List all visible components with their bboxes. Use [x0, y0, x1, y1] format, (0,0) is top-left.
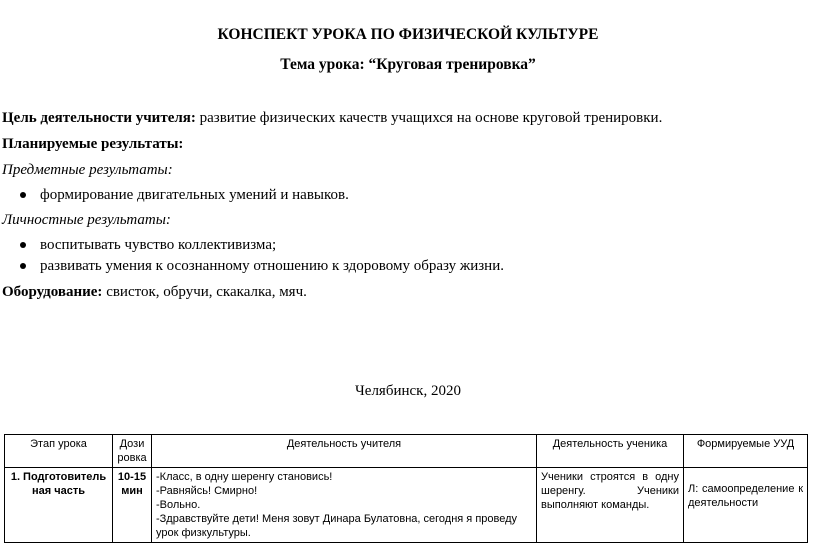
goal-label: Цель деятельности учителя: [2, 110, 196, 126]
teacher-line: -Здравствуйте дети! Меня зовут Динара Булатовна, сегодня я проведу урок физкультуры. [156, 513, 518, 539]
goal-line [2, 110, 662, 127]
table-header-row [5, 435, 808, 468]
personal-results-label: Личностные результаты: [2, 212, 171, 228]
row-teacher [152, 468, 537, 543]
subject-results-label: Предметные результаты: [2, 162, 173, 178]
equipment-label: Оборудование: [2, 284, 103, 300]
table-row [5, 468, 808, 543]
planned-results-label: Планируемые результаты: [2, 136, 184, 152]
header-dose: Дозировка [113, 435, 152, 468]
bullet-icon [20, 263, 26, 269]
bullet-icon [20, 192, 26, 198]
header-teacher: Деятельность учителя [152, 435, 537, 468]
equipment-text: свисток, обручи, скакалка, мяч. [102, 284, 307, 300]
teacher-line: -Класс, в одну шеренгу становись! [156, 471, 333, 483]
row-uud [684, 468, 808, 543]
header-student: Деятельность ученика [537, 435, 684, 468]
row-student: Ученики строятся в одну шеренгу. Ученики выполняют команды. [537, 468, 684, 543]
teacher-line: -Равняйсь! Смирно! [156, 485, 258, 497]
teacher-line: -Вольно. [156, 499, 201, 511]
document-title: КОНСПЕКТ УРОКА ПО ФИЗИЧЕСКОЙ КУЛЬТУРЕ [217, 26, 599, 43]
goal-text: развитие физических качеств учащихся на основе круговой тренировки. [195, 110, 663, 126]
equipment-line [2, 284, 307, 301]
personal-result-item: воспитывать чувство коллективизма; [20, 237, 276, 254]
subject-result-item: формирование двигательных умений и навыков. [20, 187, 349, 204]
uud-text: Л: самоопределение к деятельности [688, 483, 803, 509]
row-dose: 10-15 мин [113, 468, 152, 543]
header-uud: Формируемые УУД [684, 435, 808, 468]
city-year: Челябинск, 2020 [355, 383, 461, 399]
header-stage: Этап урока [5, 435, 113, 468]
bullet-icon [20, 242, 26, 248]
lesson-plan-table [4, 434, 808, 543]
row-stage: 1. Подготовительная часть [5, 468, 113, 543]
personal-result-item: развивать умения к осознанному отношению к здоровому образу жизни. [20, 258, 504, 275]
lesson-topic: Тема урока: “Круговая тренировка” [280, 56, 536, 73]
